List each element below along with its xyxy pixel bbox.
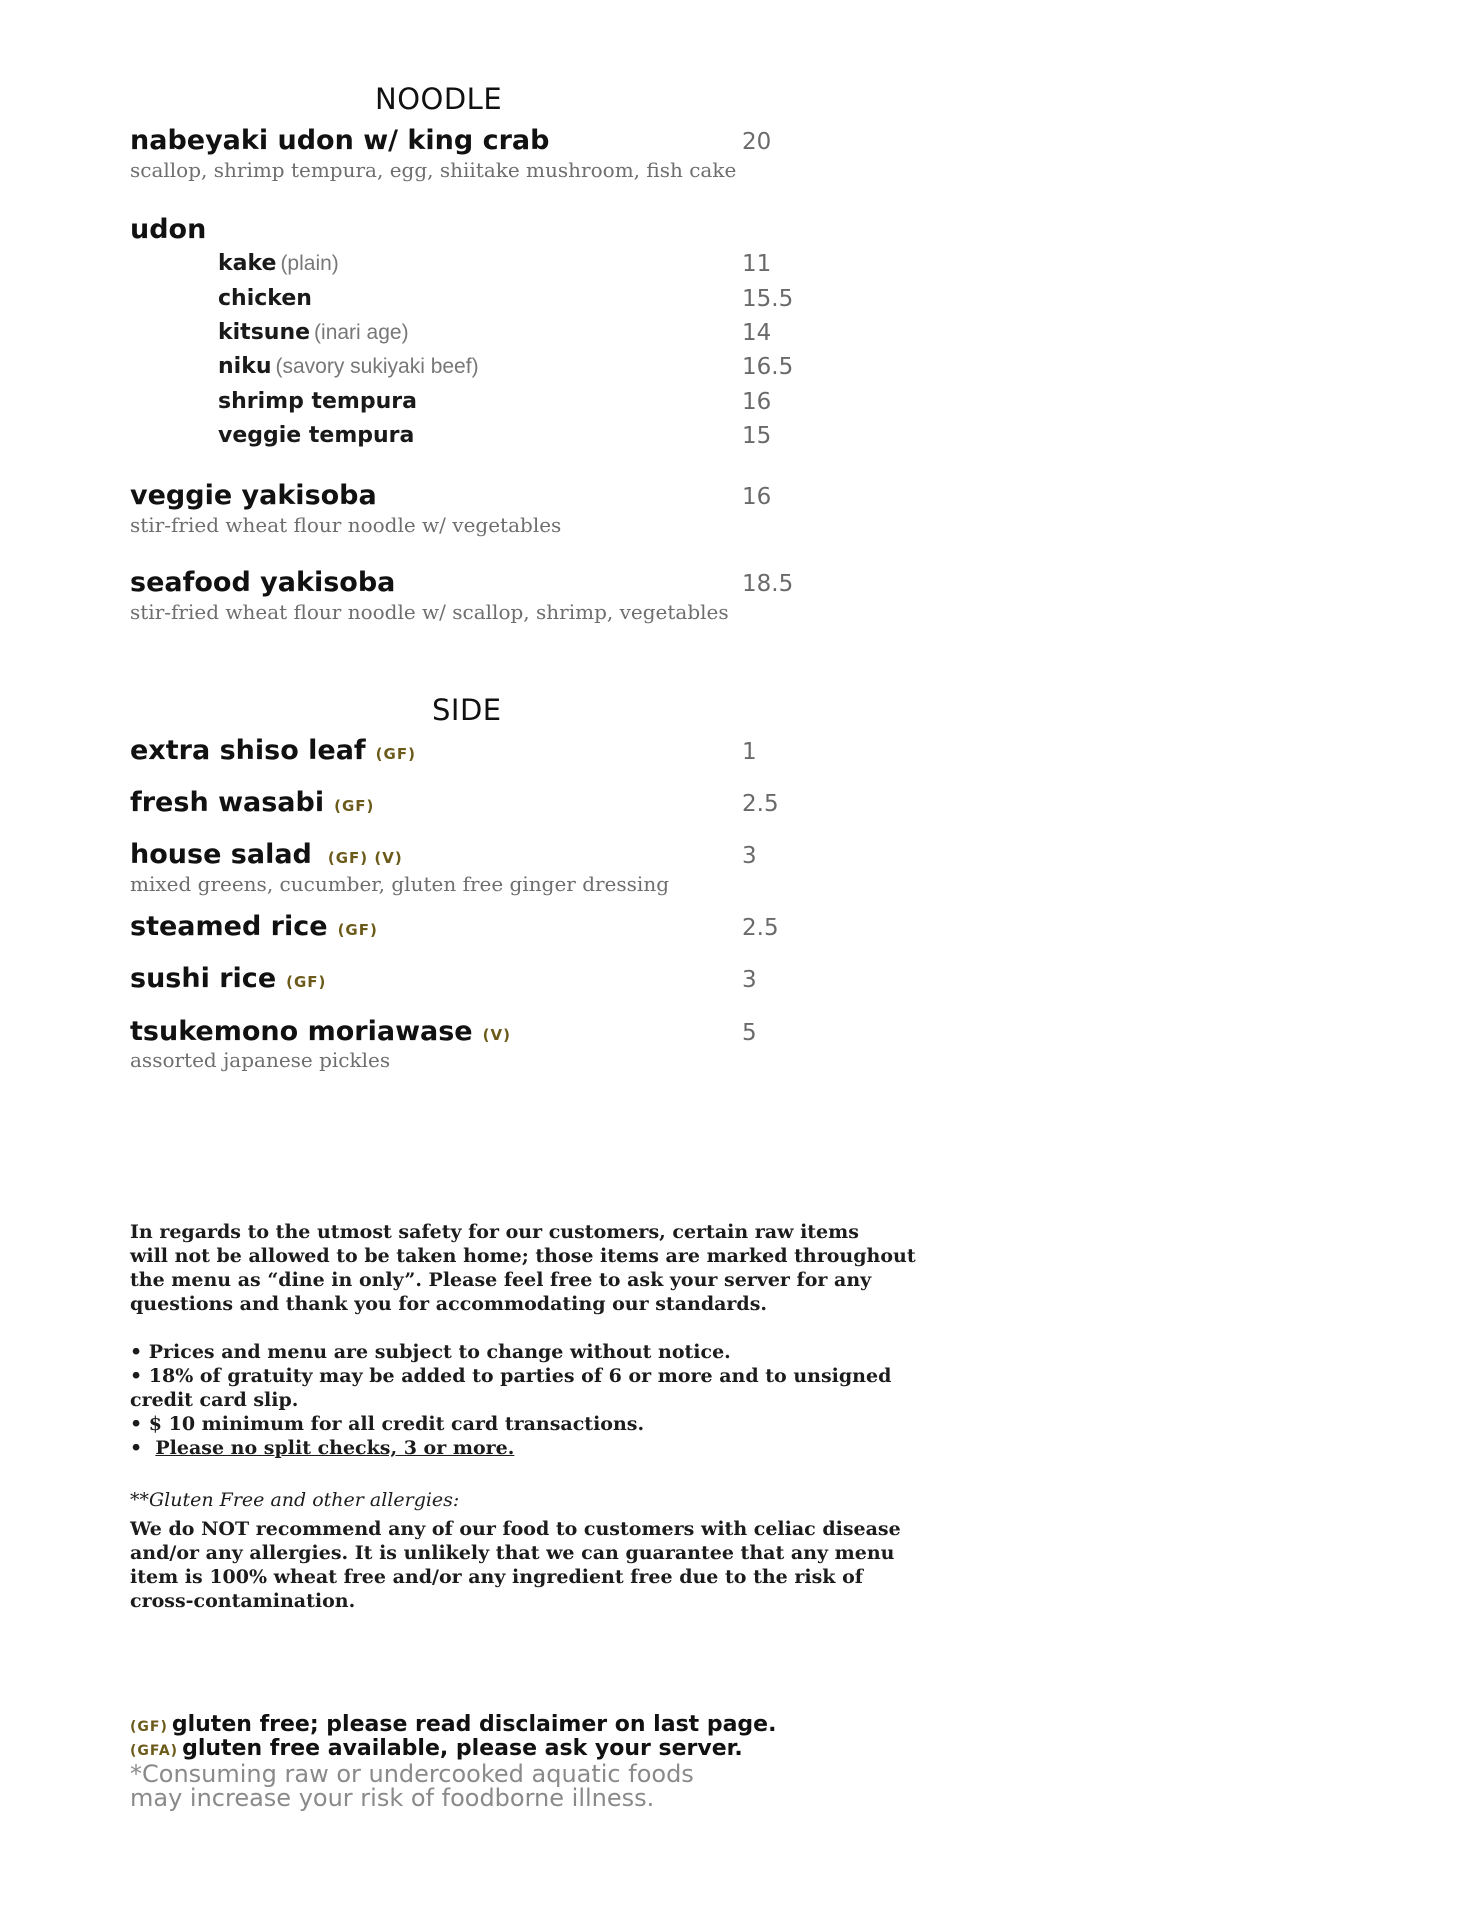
disclaimer-line: will not be allowed to be taken home; those items are marked throughout [130, 1245, 916, 1267]
legend-gf [130, 1712, 776, 1737]
dietary-tag: (GF) [375, 745, 416, 763]
policy-item: • Prices and menu are subject to change without notice. [130, 1341, 731, 1363]
split-check-policy: Please no split checks, 3 or more. [155, 1437, 515, 1459]
allergy-line: item is 100% wheat free and/or any ingredient free due to the risk of [130, 1566, 863, 1588]
disclaimer-line: questions and thank you for accommodating our standards. [130, 1293, 768, 1315]
disclaimer-line: the menu as “dine in only”. Please feel free to ask your server for any [130, 1269, 872, 1291]
legend-gfa [130, 1736, 743, 1761]
side-heading: SIDE [432, 693, 502, 727]
dietary-tag: (GF) [286, 973, 327, 991]
allergy-paragraph [130, 1517, 901, 1613]
udon-item-price: 14 [742, 320, 772, 346]
side-item [130, 911, 378, 942]
allergy-line: and/or any allergies. It is unlikely that we can guarantee that any menu [130, 1542, 895, 1564]
allergy-line: cross-contamination. [130, 1590, 356, 1612]
udon-item [218, 354, 479, 379]
udon-item-note: (plain) [280, 252, 339, 275]
side-item-price: 3 [742, 843, 757, 869]
gfa-legend-text: gluten free available, please ask your server. [182, 1736, 743, 1761]
allergy-line: We do NOT recommend any of our food to customers with celiac disease [130, 1518, 901, 1540]
udon-item-price: 11 [742, 251, 772, 277]
udon-item [218, 389, 417, 414]
item-price: 20 [742, 129, 772, 155]
udon-item-name: kitsune [218, 320, 311, 345]
policy-item: credit card slip. [130, 1389, 299, 1411]
udon-item-note: (inari age) [314, 321, 409, 344]
side-item [130, 735, 416, 766]
side-item [130, 787, 374, 818]
gfa-tag: (GFA) [130, 1743, 179, 1759]
side-item [130, 839, 403, 870]
disclaimer-line: In regards to the utmost safety for our customers, certain raw items [130, 1221, 859, 1243]
side-item-name: steamed rice [130, 911, 328, 942]
policy-item: • 18% of gratuity may be added to parties of 6 or more and to unsigned [130, 1365, 892, 1387]
bullet: • [130, 1437, 156, 1459]
side-item-price: 1 [742, 739, 757, 765]
udon-item-price: 15 [742, 423, 772, 449]
side-item-price: 2.5 [742, 915, 779, 941]
raw-food-warning [130, 1762, 694, 1810]
policy-list [130, 1340, 891, 1460]
item-name: veggie yakisoba [130, 480, 377, 511]
allergy-title: **Gluten Free and other allergies: [130, 1489, 460, 1511]
dietary-tag: (V) [482, 1026, 511, 1044]
side-item-price: 5 [742, 1020, 757, 1046]
side-item [130, 1016, 511, 1047]
dietary-tag: (GF) [334, 797, 375, 815]
udon-item-price: 16 [742, 389, 772, 415]
side-item-price: 3 [742, 967, 757, 993]
raw-warning-line: may increase your risk of foodborne illness. [130, 1784, 655, 1812]
noodle-heading: NOODLE [375, 82, 503, 116]
dietary-tag: (GF) (V) [327, 849, 403, 867]
udon-item-price: 15.5 [742, 286, 794, 312]
udon-item [218, 320, 409, 345]
udon-item-name: veggie tempura [218, 423, 415, 448]
gf-legend-text: gluten free; please read disclaimer on last page. [171, 1712, 777, 1737]
item-name: nabeyaki udon w/ king crab [130, 125, 550, 156]
side-item [130, 963, 326, 994]
gf-tag: (GF) [130, 1719, 168, 1735]
item-name: seafood yakisoba [130, 567, 396, 598]
side-item-description: assorted japanese pickles [130, 1048, 391, 1072]
raw-warning-line: *Consuming raw or undercooked aquatic foods [130, 1760, 694, 1788]
item-price: 16 [742, 484, 772, 510]
udon-item-name: niku [218, 354, 272, 379]
side-item-name: fresh wasabi [130, 787, 325, 818]
udon-item-note: (savory sukiyaki beef) [275, 355, 479, 378]
udon-item [218, 251, 339, 276]
item-description: scallop, shrimp tempura, egg, shiitake mushroom, fish cake [130, 158, 737, 182]
disclaimer-paragraph [130, 1220, 916, 1316]
side-item-name: house salad [130, 839, 312, 870]
udon-item-name: shrimp tempura [218, 389, 417, 414]
side-item-price: 2.5 [742, 791, 779, 817]
item-description: stir-fried wheat flour noodle w/ scallop, shrimp, vegetables [130, 600, 729, 624]
item-price: 18.5 [742, 571, 794, 597]
side-item-name: extra shiso leaf [130, 735, 366, 766]
udon-item-name: kake [218, 251, 277, 276]
side-item-description: mixed greens, cucumber, gluten free ginger dressing [130, 872, 670, 896]
udon-item-price: 16.5 [742, 354, 794, 380]
side-item-name: sushi rice [130, 963, 277, 994]
side-item-name: tsukemono moriawase [130, 1016, 473, 1047]
policy-item: • $ 10 minimum for all credit card transactions. [130, 1413, 645, 1435]
dietary-tag: (GF) [337, 921, 378, 939]
udon-item-name: chicken [218, 286, 312, 311]
udon-label: udon [130, 214, 207, 245]
policy-item [130, 1436, 891, 1460]
udon-item [218, 423, 414, 448]
item-description: stir-fried wheat flour noodle w/ vegetables [130, 513, 562, 537]
udon-item [218, 286, 312, 311]
